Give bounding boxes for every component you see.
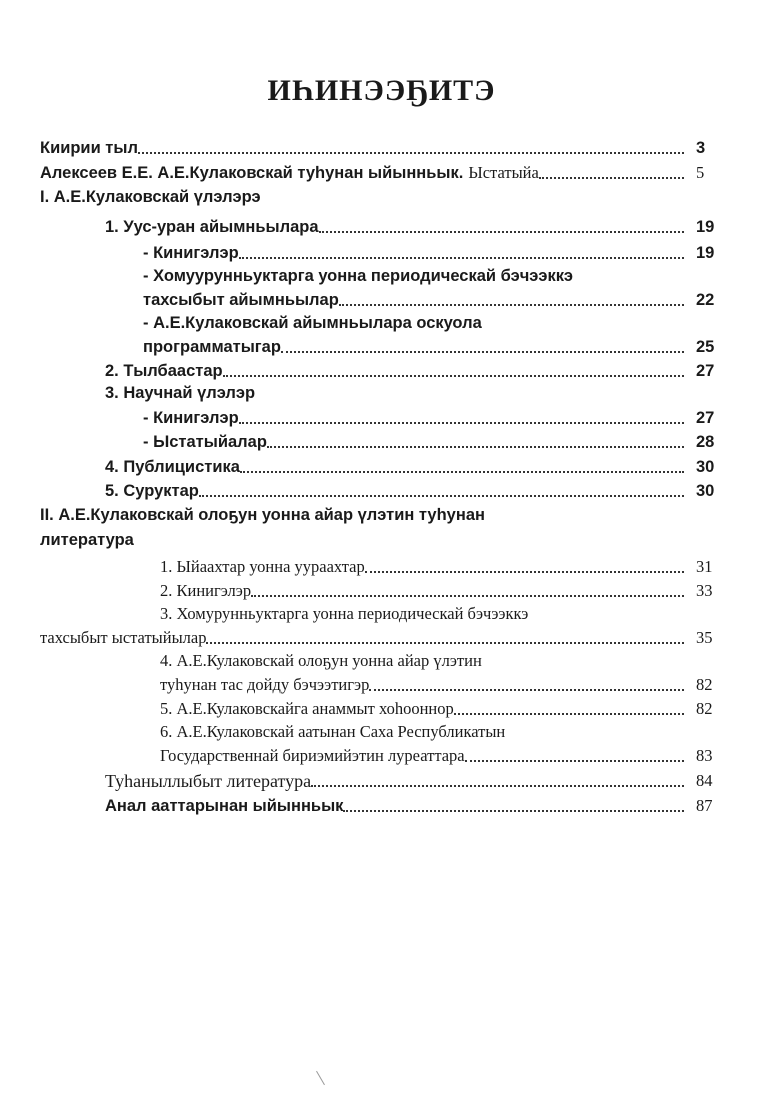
toc-entry[interactable] (105, 361, 730, 381)
toc-entry-label: Алексеев Е.Е. А.Е.Кулаковскай туһунан ыйынньык. (40, 164, 464, 182)
toc-entry[interactable] (105, 217, 730, 237)
toc-entry-page: 19 (696, 218, 715, 236)
toc-entry[interactable] (143, 290, 730, 310)
leader-dots (339, 294, 684, 306)
toc-entry-page: 82 (696, 675, 713, 694)
page-title: ИҺИНЭЭҔИТЭ (267, 74, 496, 107)
toc-entry-page: 35 (696, 628, 713, 647)
leader-dots (223, 365, 684, 377)
toc-entry-label: туһунан тас дойду бэчээтигэр (160, 675, 370, 694)
toc-entry[interactable] (40, 628, 730, 648)
toc-entry-label: 2. Кинигэлэр (160, 581, 252, 600)
leader-dots (267, 436, 684, 448)
toc-entry[interactable] (160, 746, 730, 766)
toc-entry-label: 4. Публицистика (105, 458, 240, 476)
toc-entry-label-line1: 4. А.Е.Кулаковскай олоҕун уонна айар үлэтин (160, 651, 482, 670)
toc-entry-label-line1: - А.Е.Кулаковскай айымньылара оскуола (143, 314, 482, 332)
leader-dots (206, 632, 684, 644)
toc-entry[interactable] (40, 163, 730, 183)
toc-entry-label: - Кинигэлэр (143, 244, 239, 262)
toc-entry-label: Государственнай бириэмийэтин луреаттара (160, 746, 465, 765)
toc-entry-page: 84 (696, 771, 713, 790)
toc-entry-label: 5. Суруктар (105, 482, 199, 500)
toc-entry-label: 1. Уус-уран айымньылара (105, 218, 319, 236)
toc-entry-label: 1. Ыйаахтар уонна уураахтар (160, 557, 365, 576)
section-heading-1[interactable]: I. А.Е.Кулаковскай үлэлэрэ (40, 188, 261, 206)
leader-dots (138, 142, 684, 154)
toc-entry[interactable] (160, 581, 730, 601)
toc-entry-page: 82 (696, 699, 713, 718)
toc-entry[interactable] (40, 138, 730, 158)
toc-entry-page: 3 (696, 139, 706, 157)
toc-entry[interactable] (105, 481, 730, 501)
leader-dots (239, 247, 684, 259)
leader-dots (319, 221, 684, 233)
toc-entry-page: 83 (696, 746, 713, 765)
toc-entry[interactable] (160, 675, 730, 695)
leader-dots (199, 485, 684, 497)
toc-entry-page: 25 (696, 338, 715, 356)
toc-entry-label: Киирии тыл (40, 139, 138, 157)
toc-entry-page: 30 (696, 482, 715, 500)
toc-entry-label: - Кинигэлэр (143, 409, 239, 427)
toc-entry-label-suffix: Ыстатыйа (468, 163, 539, 182)
toc-entry[interactable] (160, 557, 730, 577)
subsection-heading[interactable]: 3. Научнай үлэлэр (105, 384, 256, 402)
toc-entry[interactable] (105, 771, 730, 791)
leader-dots (343, 800, 684, 812)
toc-entry-label: - Ыстатыйалар (143, 433, 267, 451)
toc-entry-label: Туһаныллыбыт литература (105, 771, 312, 791)
toc-entry[interactable] (143, 337, 730, 357)
toc-entry-label: Анал ааттарынан ыйынньык (105, 797, 344, 815)
leader-dots (281, 341, 684, 353)
toc-entry[interactable] (105, 796, 730, 816)
leader-dots (365, 561, 684, 573)
toc-entry-page: 19 (696, 244, 715, 262)
section-heading-2-line2: литература (40, 531, 134, 549)
toc-entry-label-line1: 3. Хомурунньуктарга уонна периодическай бэчээккэ (160, 604, 529, 623)
toc-entry-label: тахсыбыт айымньылар (143, 291, 339, 309)
toc-entry-page: 31 (696, 557, 713, 576)
toc-entry[interactable] (105, 457, 730, 477)
scan-artifact-mark (316, 1071, 325, 1085)
leader-dots (240, 461, 684, 473)
leader-dots (251, 585, 684, 597)
toc-entry-label: тахсыбыт ыстатыйылар (40, 628, 207, 647)
leader-dots (454, 703, 684, 715)
toc-entry-page: 28 (696, 433, 715, 451)
toc-entry-page: 27 (696, 362, 715, 380)
toc-entry-page: 87 (696, 796, 713, 815)
leader-dots (369, 679, 684, 691)
toc-entry[interactable] (160, 699, 730, 719)
toc-entry-page: 22 (696, 291, 715, 309)
section-heading-2[interactable]: II. А.Е.Кулаковскай олоҕун уонна айар үлэтин туһунан (40, 506, 485, 524)
toc-entry-page: 27 (696, 409, 715, 427)
toc-entry-page: 33 (696, 581, 713, 600)
leader-dots (239, 412, 684, 424)
leader-dots (465, 750, 684, 762)
toc-entry[interactable] (143, 432, 730, 452)
leader-dots (539, 167, 684, 179)
toc-entry-page: 30 (696, 458, 715, 476)
toc-entry[interactable] (143, 243, 730, 263)
leader-dots (311, 775, 684, 787)
toc-entry[interactable] (143, 408, 730, 428)
toc-entry-page: 5 (696, 163, 705, 182)
toc-entry-label-line1: 6. А.Е.Кулаковскай аатынан Саха Республикатын (160, 722, 506, 741)
toc-entry-label: 2. Тылбаастар (105, 362, 223, 380)
toc-entry-label: 5. А.Е.Кулаковскайга анаммыт хоһооннор (160, 699, 454, 718)
toc-entry-label: программатыгар (143, 338, 281, 356)
toc-entry-label-line1: - Хомуурунньуктарга уонна периодическай бэчээккэ (143, 267, 573, 285)
